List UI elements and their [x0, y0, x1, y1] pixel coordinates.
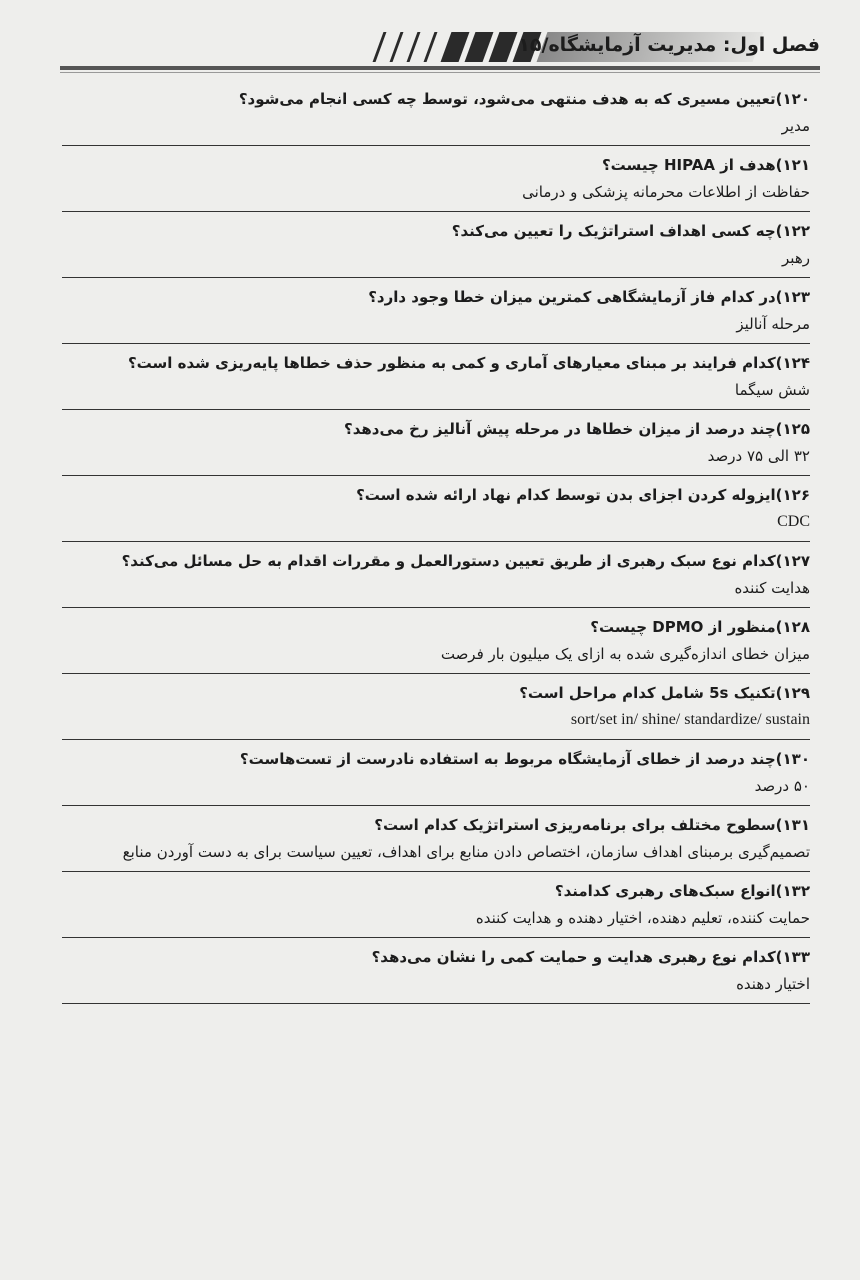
qa-item — [62, 146, 810, 212]
qa-item — [62, 410, 810, 476]
qa-item — [62, 80, 810, 146]
answer-text: مدیر — [781, 117, 810, 135]
answer-text: اختیار دهنده — [736, 975, 810, 993]
question-text: ۱۳۰)چند درصد از خطای آزمایشگاه مربوط به استفاده نادرست از تست‌هاست؟ — [239, 750, 810, 768]
header-divider — [60, 66, 820, 70]
qa-item — [62, 542, 810, 608]
qa-item — [62, 938, 810, 1004]
question-text: ۱۲۷)کدام نوع سبک رهبری از طریق تعیین دستورالعمل و مقررات اقدام به حل مسائل می‌کند؟ — [121, 552, 810, 570]
answer-text: تصمیم‌گیری برمبنای اهداف سازمان، اختصاص دادن منابع برای اهداف، تعیین سیاست برای به دست آوردن منابع — [122, 843, 810, 861]
answer-text: میزان خطای اندازه‌گیری شده به ازای یک میلیون بار فرصت — [440, 645, 810, 663]
qa-item — [62, 674, 810, 740]
answer-text: حفاظت از اطلاعات محرمانه پزشکی و درمانی — [522, 183, 810, 201]
question-text: ۱۳۲)انواع سبک‌های رهبری کدامند؟ — [554, 882, 810, 900]
question-text: ۱۳۱)سطوح مختلف برای برنامه‌ریزی استراتژیک کدام است؟ — [374, 816, 810, 834]
answer-text: CDC — [777, 513, 810, 530]
answer-text: ۵۰ درصد — [754, 777, 810, 795]
page-header — [60, 22, 820, 74]
question-text: ۱۲۹)تکنیک 5s شامل کدام مراحل است؟ — [519, 684, 810, 702]
question-text: ۱۲۳)در کدام فاز آزمایشگاهی کمترین میزان خطا وجود دارد؟ — [368, 288, 810, 306]
answer-text: هدایت کننده — [734, 579, 810, 597]
qa-list — [62, 80, 810, 1004]
qa-item — [62, 740, 810, 806]
answer-text: ۳۲ الی ۷۵ درصد — [707, 447, 810, 465]
question-text: ۱۲۵)چند درصد از میزان خطاها در مرحله پیش آنالیز رخ می‌دهد؟ — [344, 420, 810, 438]
question-text: ۱۲۰)تعیین مسیری که به هدف منتهی می‌شود، توسط چه کسی انجام می‌شود؟ — [238, 90, 810, 108]
question-text: ۱۲۲)چه کسی اهداف استراتژیک را تعیین می‌کند؟ — [451, 222, 810, 240]
answer-text: رهبر — [782, 249, 810, 267]
answer-text: مرحله آنالیز — [736, 315, 810, 333]
question-text: ۱۳۳)کدام نوع رهبری هدایت و حمایت کمی را نشان می‌دهد؟ — [371, 948, 810, 966]
question-text: ۱۲۶)ایزوله کردن اجزای بدن توسط کدام نهاد ارائه شده است؟ — [356, 486, 810, 504]
page-title: فصل اول: مدیریت آزمایشگاه/۱۵ — [518, 34, 820, 56]
answer-text: sort/set in/ shine/ standardize/ sustain — [570, 711, 810, 728]
question-text: ۱۲۱)هدف از HIPAA چیست؟ — [601, 156, 810, 174]
qa-item — [62, 476, 810, 542]
qa-item — [62, 212, 810, 278]
answer-text: شش سیگما — [734, 381, 810, 399]
qa-item — [62, 806, 810, 872]
question-text: ۱۲۴)کدام فرایند بر مبنای معیارهای آماری و کمی به منظور حذف خطاها پایه‌ریزی شده است؟ — [127, 354, 810, 372]
qa-item — [62, 872, 810, 938]
question-text: ۱۲۸)منظور از DPMO چیست؟ — [590, 618, 810, 636]
qa-item — [62, 278, 810, 344]
qa-item — [62, 344, 810, 410]
answer-text: حمایت کننده، تعلیم دهنده، اختیار دهنده و هدایت کننده — [475, 909, 810, 927]
qa-item — [62, 608, 810, 674]
header-divider-thin — [60, 72, 820, 73]
